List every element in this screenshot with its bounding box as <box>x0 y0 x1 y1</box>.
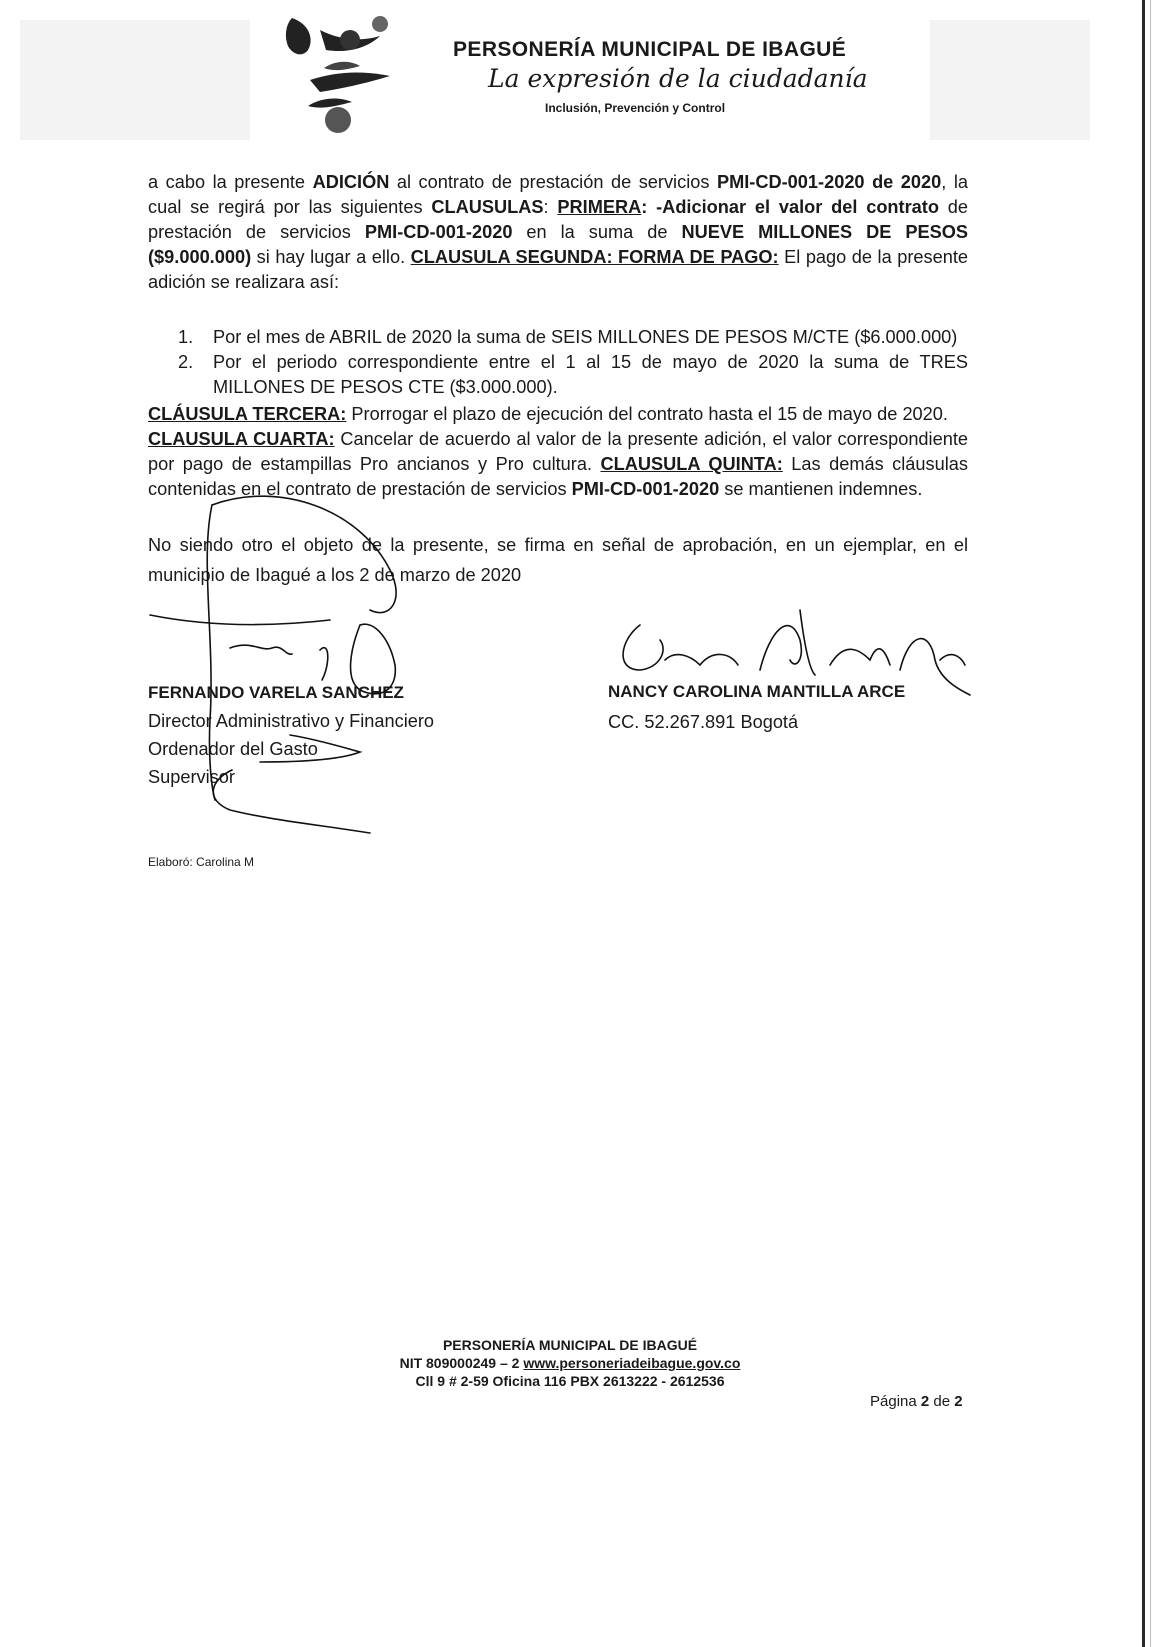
list-number: 2. <box>178 352 194 372</box>
website-link[interactable]: www.personeriadeibague.gov.co <box>523 1355 741 1371</box>
scan-shadow <box>20 20 250 140</box>
list-text: Por el mes de ABRIL de 2020 la suma de SEIS MILLONES DE PESOS M/CTE ($6.000.000) <box>213 327 958 347</box>
text-run: de prestación de servicios <box>148 197 969 242</box>
primera-label: PRIMERA <box>557 197 642 217</box>
page-edge <box>1150 0 1151 1647</box>
contract-number: PMI-CD-001-2020 <box>364 222 513 242</box>
text-run: Cancelar de acuerdo al valor de la presente adición, el valor correspondiente por pago de estampillas Pro ancianos y Pro cultura. <box>148 429 968 474</box>
text-run: : <box>543 197 558 217</box>
text-run: si hay lugar a ello. <box>251 247 411 267</box>
header-slogan: La expresión de la ciudadanía <box>488 64 868 93</box>
scan-shadow <box>930 20 1090 140</box>
footer-address: Cll 9 # 2-59 Oficina 116 PBX 2613222 - 2612536 <box>415 1373 725 1389</box>
segunda-label: CLAUSULA SEGUNDA: FORMA DE PAGO: <box>410 247 779 267</box>
page-sep: de <box>929 1393 955 1410</box>
contract-number: PMI-CD-001-2020 <box>571 479 720 499</box>
text-run: se mantienen indemnes. <box>719 479 923 499</box>
page-number <box>870 1393 963 1410</box>
page-current: 2 <box>920 1393 930 1410</box>
adicion-label: ADICIÓN <box>312 172 390 192</box>
quinta-label: CLAUSULA QUINTA: <box>600 454 783 474</box>
signatory-id: CC. 52.267.891 Bogotá <box>608 712 799 732</box>
signatory-role: Supervisor <box>148 767 235 787</box>
primera-text: : -Adicionar el valor del contrato <box>641 197 939 217</box>
text-run: a cabo la presente <box>148 172 313 192</box>
text-run: Prorrogar el plazo de ejecución del contrato hasta el 15 de mayo de 2020. <box>346 404 948 424</box>
nit-number: NIT 809000249 – 2 <box>399 1355 524 1371</box>
contract-number: PMI-CD-001-2020 de 2020 <box>716 172 942 192</box>
header-subtitle: Inclusión, Prevención y Control <box>545 101 726 115</box>
intro-paragraph <box>148 170 968 295</box>
signature-block-right <box>608 677 968 737</box>
page-label: Página <box>870 1393 921 1410</box>
footer-title: PERSONERÍA MUNICIPAL DE IBAGUÉ <box>442 1337 698 1353</box>
cuarta-label: CLAUSULA CUARTA: <box>148 429 335 449</box>
text-run: en la suma de <box>512 222 682 242</box>
page-total: 2 <box>954 1393 963 1410</box>
amount-total: NUEVE MILLONES DE PESOS ($9.000.000) <box>148 222 968 267</box>
header-title: PERSONERÍA MUNICIPAL DE IBAGUÉ <box>453 38 847 61</box>
text-run: al contrato de prestación de servicios <box>389 172 717 192</box>
personeria-logo-icon <box>280 10 410 140</box>
list-number: 1. <box>178 327 194 347</box>
prepared-by: Elaboró: Carolina M <box>148 855 255 869</box>
list-text: Por el periodo correspondiente entre el 1 al 15 de mayo de 2020 la suma de TRES MILLONES DE PESOS CTE ($3.000.000). <box>213 352 968 397</box>
signatory-role: Director Administrativo y Financiero <box>148 711 435 731</box>
signature-block-left <box>148 679 488 791</box>
footer-nit <box>330 1354 810 1372</box>
list-item <box>178 325 968 350</box>
page-footer <box>330 1336 810 1390</box>
signatory-role: Ordenador del Gasto <box>148 739 318 759</box>
text-run: Las demás cláusulas contenidas en el contrato de prestación de servicios <box>148 454 968 499</box>
clausulas-label: CLAUSULAS <box>431 197 544 217</box>
tercera-label: CLÁUSULA TERCERA: <box>148 404 347 424</box>
signatory-name: NANCY CAROLINA MANTILLA ARCE <box>608 682 906 701</box>
closing-paragraph: No siendo otro el objeto de la presente, se firma en señal de aprobación, en un ejemplar, en el municipio de Ibagué a los 2 de marzo de 2020 <box>148 535 968 585</box>
signatory-name: FERNANDO VARELA SANCHEZ <box>148 683 404 702</box>
page-edge <box>1142 0 1145 1647</box>
list-item <box>178 350 968 400</box>
text-run: , la cual se regirá por las siguientes <box>148 172 968 217</box>
clauses-paragraph <box>148 402 968 502</box>
payment-list <box>178 325 968 400</box>
text-run: El pago de la presente adición se realizara así: <box>148 247 969 292</box>
